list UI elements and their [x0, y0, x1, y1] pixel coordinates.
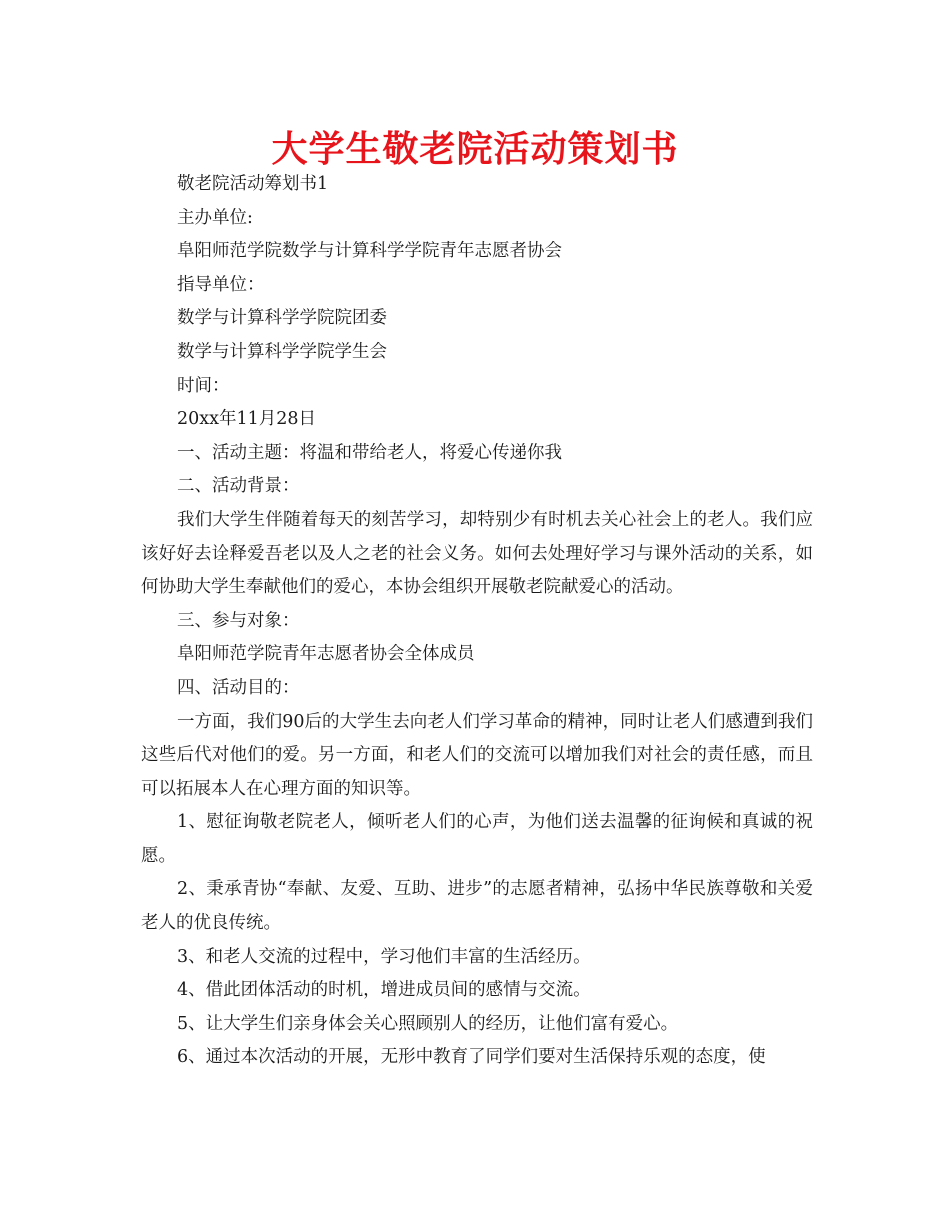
background-paragraph: 我们大学生伴随着每天的刻苦学习，却特别少有时机去关心社会上的老人。我们应该好好去诠释爱吾老以及人之老的社会义务。如何去处理好学习与课外活动的关系，如何协助大学生奉献他们的爱心，本协会组织开展敬老院献爱心的活动。: [141, 509, 813, 598]
time-value: 20xx年11月28日: [177, 409, 317, 430]
doc-subtitle: 敬老院活动筹划书1: [177, 174, 329, 194]
purpose-paragraph: 一方面，我们90后的大学生去向老人们学习革命的精神，同时让老人们感遭到我们这些后代对他们的爱。另一方面，和老人们的交流可以增加我们对社会的责任感，而且可以拓展本人在心理方面的知识等。: [141, 711, 813, 799]
guidance-value-2: 数学与计算科学学院学生会: [177, 341, 387, 362]
section-purpose-heading: 四、活动目的：: [177, 677, 300, 698]
section-participants-heading: 三、参与对象：: [177, 610, 300, 631]
section-theme: 一、活动主题：将温和带给老人，将爱心传递你我: [177, 442, 562, 463]
purpose-item-3: 3、和老人交流的过程中，学习他们丰富的生活经历。: [177, 946, 591, 967]
purpose-item-1: 1、慰征询敬老院老人，倾听老人们的心声，为他们送去温馨的征询候和真诚的祝愿。: [141, 812, 813, 866]
document-title: 大学生敬老院活动策划书: [271, 129, 679, 170]
purpose-item-4: 4、借此团体活动的时机，增进成员间的感情与交流。: [177, 980, 591, 1001]
time-label: 时间：: [177, 375, 230, 396]
section-participants-content: 阜阳师范学院青年志愿者协会全体成员: [177, 644, 475, 665]
organizer-label: 主办单位:: [177, 207, 253, 228]
organizer-value: 阜阳师范学院数学与计算科学学院青年志愿者协会: [177, 241, 562, 262]
guidance-label: 指导单位：: [177, 274, 265, 295]
purpose-item-5: 5、让大学生们亲身体会关心照顾别人的经历，让他们富有爱心。: [177, 1013, 679, 1034]
purpose-item-6: 6、通过本次活动的开展，无形中教育了同学们要对生活保持乐观的态度，使: [177, 1047, 766, 1068]
section-background-heading: 二、活动背景：: [177, 476, 300, 497]
document-body: [141, 168, 813, 1075]
purpose-item-2: 2、秉承青协“奉献、友爱、互助、进步”的志愿者精神，弘扬中华民族尊敬和关爱老人的优良传统。: [141, 879, 813, 934]
guidance-value-1: 数学与计算科学学院院团委: [177, 308, 387, 329]
